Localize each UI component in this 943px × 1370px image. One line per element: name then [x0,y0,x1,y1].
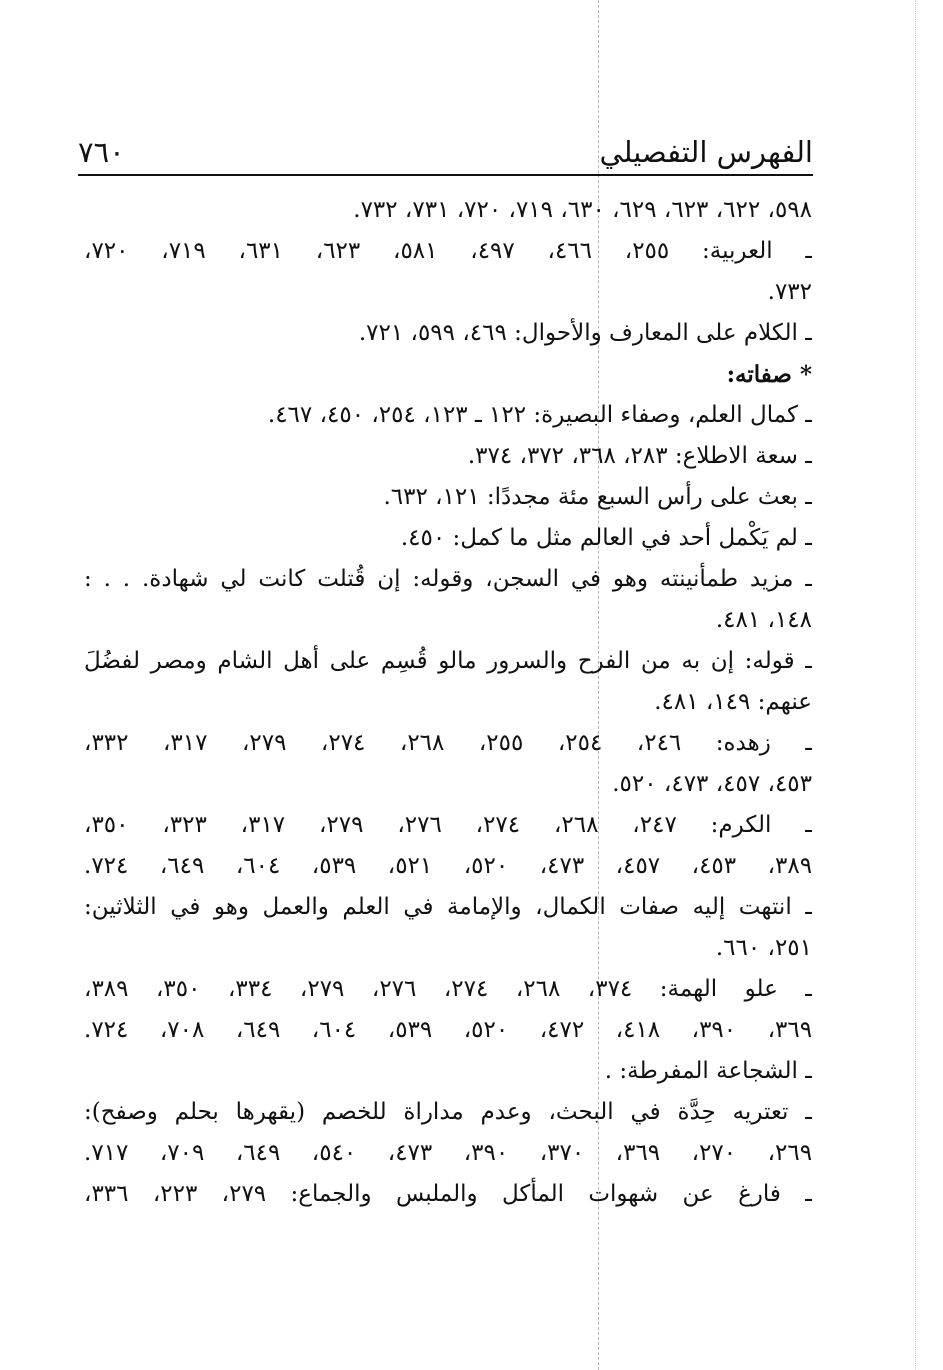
index-line: ـ سعة الاطلاع: ٢٨٣، ٣٦٨، ٣٧٢، ٣٧٤. [467,443,812,469]
page-number: ٧٦٠ [78,135,125,169]
section-heading: * صفاته: [726,361,812,388]
index-line: ـ الكلام على المعارف والأحوال: ٤٦٩، ٥٩٩، ٧٢١. [358,320,812,346]
header-title: الفهرس التفصيلي [599,135,813,169]
index-line: ٢٥١، ٦٦٠. [715,935,812,961]
index-line: ـ انتهت إليه صفات الكمال، والإمامة في العلم والعمل وهو في الثلاثين: [84,894,812,920]
header-rule [78,174,813,176]
index-line: ٢٦٩، ٢٧٠، ٣٦٩، ٣٧٠، ٣٩٠، ٤٧٣، ٥٤٠، ٦٤٩، ٧٠٩، ٧١٧. [84,1140,812,1166]
index-line: ـ بعث على رأس السبع مئة مجددًا: ١٢١، ٦٣٢. [383,484,812,510]
index-line: ٧٣٢. [767,279,812,305]
index-line: ـ الشجاعة المفرطة: . [604,1058,812,1084]
index-line: ٥٩٨، ٦٢٢، ٦٢٣، ٦٢٩، ٦٣٠، ٧١٩، ٧٢٠، ٧٣١، ٧٣٢. [353,197,812,223]
index-line: ـ العربية: ٢٥٥، ٤٦٦، ٤٩٧، ٥٨١، ٦٢٣، ٦٣١، ٧١٩، ٧٢٠، [84,238,812,264]
index-line: عنهم: ١٤٩، ٤٨١. [654,689,812,715]
index-line: ـ كمال العلم، وصفاء البصيرة: ١٢٢ ـ ١٢٣، ٢٥٤، ٤٥٠، ٤٦٧. [267,402,812,428]
index-line: ـ علو الهمة: ٣٧٤، ٢٦٨، ٢٧٤، ٢٧٦، ٢٧٩، ٣٣٤، ٣٥٠، ٣٨٩، [84,976,812,1002]
index-line: ٣٨٩، ٤٥٣، ٤٥٧، ٤٧٣، ٥٢٠، ٥٢١، ٥٣٩، ٦٠٤، ٦٤٩، ٧٢٤. [84,853,812,879]
index-line: ٣٦٩، ٣٩٠، ٤١٨، ٤٧٢، ٥٢٠، ٥٣٩، ٦٠٤، ٦٤٩، ٧٠٨، ٧٢٤. [84,1017,812,1043]
index-line: ـ فارغ عن شهوات المأكل والملبس والجماع: ٢٧٩، ٢٢٣، ٣٣٦، [84,1181,812,1207]
index-line: ٤٥٣، ٤٥٧، ٤٧٣، ٥٢٠. [612,771,812,797]
index-line: ـ لم يَكْمل أحد في العالم مثل ما كمل: ٤٥٠. [400,525,812,551]
scan-edge-line [915,0,916,1370]
page-header [78,128,813,172]
index-line: ـ زهده: ٢٤٦، ٢٥٤، ٢٥٥، ٢٦٨، ٢٧٤، ٢٧٩، ٣١٧، ٣٣٢، [84,730,812,756]
index-line: ـ مزيد طمأنينته وهو في السجن، وقوله: إن قُتلت كانت لي شهادة. . . : [84,566,812,592]
index-line: ـ الكرم: ٢٤٧، ٢٦٨، ٢٧٤، ٢٧٦، ٢٧٩، ٣١٧، ٣٢٣، ٣٥٠، [84,812,812,838]
index-line: ١٤٨، ٤٨١. [715,607,812,633]
index-body [84,190,812,1215]
index-line: ـ تعتريه حِدَّة في البحث، وعدم مداراة للخصم (يقهرها بحلم وصفح): [84,1099,812,1125]
index-line: ـ قوله: إن به من الفرح والسرور مالو قُسِم على أهل الشام ومصر لفضُلَ [84,648,812,674]
